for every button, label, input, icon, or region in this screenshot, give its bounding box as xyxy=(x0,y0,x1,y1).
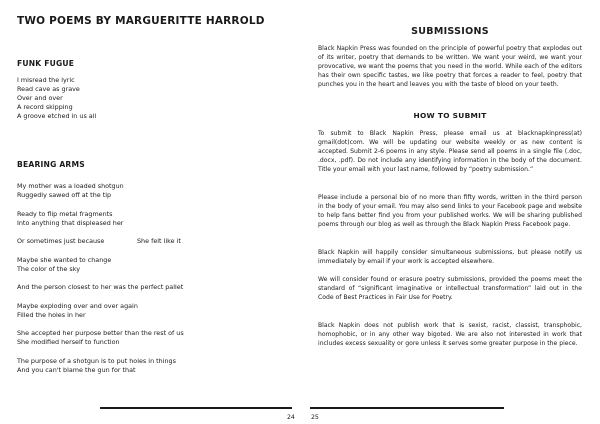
poem-line: She accepted her purpose better than the rest of us xyxy=(17,329,184,337)
page-number: 24 xyxy=(287,414,295,421)
poem-line: Ready to flip metal fragments xyxy=(17,209,113,218)
intro-paragraph: Black Napkin Press was founded on the principle of powerful poetry that explodes out of its writer, poetry that demands to be written. We want your weird, we want your provocative, we want the poems that you need in the world. While each of the editors has their own specific tastes, we like poetry that forces a reader to feel, poetry that punches you in the heart and leaves you with the taste of blood on your teeth. xyxy=(318,45,582,88)
footer-rule xyxy=(310,407,504,409)
poem-body-bearing-arms xyxy=(17,182,184,375)
poem-line: Into anything that displeased her xyxy=(17,218,124,227)
body-paragraph: Please include a personal bio of no more than fifty words, written in the third person in the body of your email. You may also send links to your Facebook page and website to help fans better find you from your published works. We will be sharing published poems through our blog as well as through the Black Napkin Press Facebook page. xyxy=(318,194,582,228)
poem-line: The color of the sky xyxy=(17,264,80,273)
poem-line: She modified herself to function xyxy=(17,338,120,346)
body-paragraph: To submit to Black Napkin Press, please email us at blacknapkinpress(at) gmail(dot)com. We will be updating our website weekly or as new content is accepted. Submit 2-6 poems in any style. Please send all poems in a single file (.doc, .docx, .pdf). Do not include any identifying information in the body of the document. Title your email with your last name, followed by “poetry submission.” xyxy=(318,130,582,173)
poem-title-bearing-arms: BEARING ARMS xyxy=(17,160,85,169)
poem-line: My mother was a loaded shotgun xyxy=(17,182,124,190)
page-number: 25 xyxy=(311,414,319,421)
body-paragraph: Black Napkin does not publish work that is sexist, racist, classist, transphobic, homophobic, or in any other way bigoted. We are also not interested in work that includes excess sexuality or gore unless it serves some greater purpose in the piece. xyxy=(318,322,582,347)
poem-line: She felt like it xyxy=(137,237,181,245)
poem-title-funk-fugue: FUNK FUGUE xyxy=(17,59,75,68)
poem-line: Ruggedly sawed off at the tip xyxy=(17,191,112,199)
poem-line: A record skipping xyxy=(17,103,73,111)
poem-line: The purpose of a shotgun is to put holes in things xyxy=(17,356,176,365)
right-page xyxy=(300,0,600,424)
body-paragraph: Black Napkin will happily consider simultaneous submissions, but please notify us immediately by email if your work is accepted elsewhere. xyxy=(318,249,582,265)
footer-rule xyxy=(100,407,292,409)
page-title: TWO POEMS BY MARGUERITTE HARROLD xyxy=(17,15,265,27)
poem-line: Filled the holes in her xyxy=(17,310,86,319)
body-paragraph: We will consider found or erasure poetry submissions, provided the poems meet the standard of “significant imaginative or intellectual transformation” laid out in the Code of Best Practices in Fair Use for Poetry. xyxy=(318,276,582,301)
section-heading-submissions: SUBMISSIONS xyxy=(411,26,489,37)
poem-line: A groove etched in us all xyxy=(17,112,97,120)
poem-line: I misread the lyric xyxy=(17,76,75,84)
poem-body-funk-fugue xyxy=(17,76,96,121)
poem-line: And you can't blame the gun for that xyxy=(17,365,136,374)
poem-line: Maybe exploding over and over again xyxy=(17,301,138,310)
poem-line: Maybe she wanted to change xyxy=(17,255,112,264)
poem-line: Over and over xyxy=(17,94,63,102)
poem-line: Read cave as grave xyxy=(17,85,80,93)
section-heading-how-to-submit: HOW TO SUBMIT xyxy=(413,111,487,120)
poem-line: And the person closest to her was the perfect pallet xyxy=(17,283,184,291)
poem-line: Or sometimes just because xyxy=(17,237,105,245)
poem-line-split xyxy=(17,237,184,246)
